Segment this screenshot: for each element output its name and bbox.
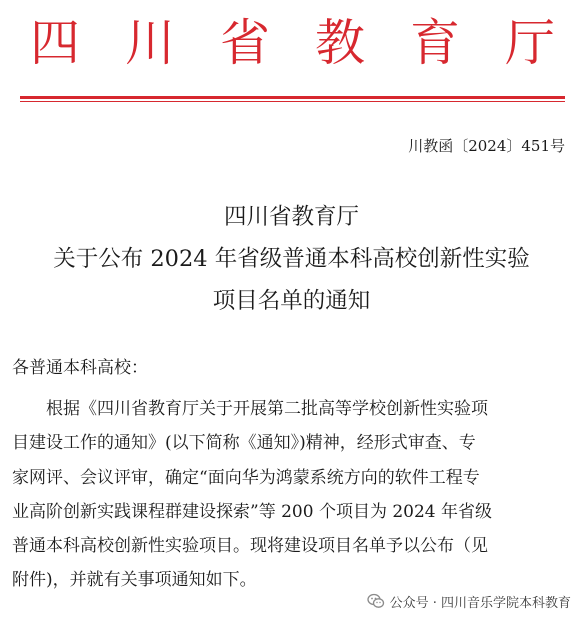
letterhead-char: 育	[410, 14, 460, 72]
body-line: 附件)，并就有关事项通知如下。	[12, 570, 257, 591]
watermark-text: 公众号 · 四川音乐学院本科教育	[389, 595, 571, 611]
letterhead-char: 川	[125, 14, 175, 72]
title-line-1: 四川省教育厅	[223, 204, 359, 230]
body-paragraph	[12, 392, 573, 598]
letterhead-char: 四	[30, 14, 80, 72]
letterhead-rule-thin	[20, 101, 565, 102]
body-line: 目建设工作的通知》(以下简称《通知》)精神，经形式审查、专	[12, 433, 476, 454]
body-line: 家网评、会议评审，确定“面向华为鸿蒙系统方向的软件工程专	[12, 467, 480, 488]
letterhead-char: 省	[220, 14, 270, 72]
letterhead-char: 厅	[505, 14, 555, 72]
document-number: 川教函〔2024〕451号	[408, 137, 565, 155]
body-line: 业高阶创新实践课程群建设探索”等 200 个项目为 2024 年省级	[12, 501, 493, 522]
salutation: 各普通本科高校：	[12, 358, 148, 378]
title-line-3: 项目名单的通知	[212, 288, 371, 314]
body-line: 根据《四川省教育厅关于开展第二批高等学校创新性实验项	[46, 399, 488, 419]
letterhead-char: 教	[315, 14, 365, 72]
body-line: 普通本科高校创新性实验项目。现将建设项目名单予以公布（见	[12, 536, 488, 557]
letterhead-title	[20, 8, 565, 78]
document-title	[0, 196, 583, 322]
letterhead-rule-thick	[20, 96, 565, 99]
title-line-2: 关于公布 2024 年省级普通本科高校创新性实验	[53, 246, 530, 272]
account-watermark	[365, 590, 573, 612]
wechat-icon	[367, 592, 385, 610]
